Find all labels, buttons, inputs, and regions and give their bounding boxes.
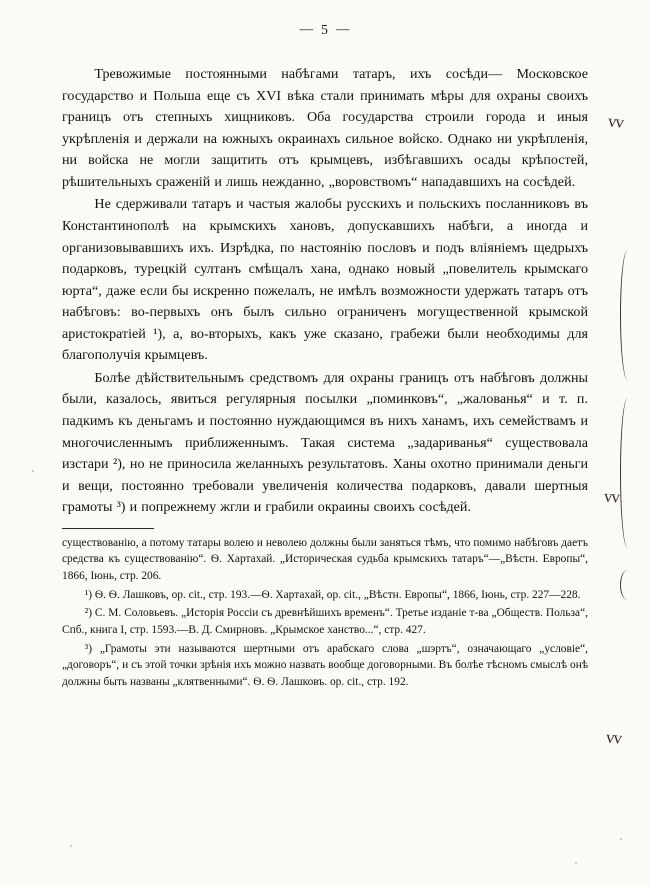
folio-dash-right: —: [335, 21, 351, 36]
margin-check-mark-icon: vv: [607, 111, 625, 132]
margin-brace-icon: [620, 398, 635, 548]
paragraph: Не сдерживали татаръ и частыя жалобы русскихъ и польскихъ посланниковъ въ Константинополѣ на крымскихъ хановъ, допускавшихъ набѣги, а иногда и организовывавшихъ ихъ. Изрѣдка, по настоянію пословъ и подъ вліяніемъ щедрыхъ подарковъ, турецкій султанъ смѣщалъ хана, однако новый „повелитель крымскаго юрта“, даже если бы искренно пожелалъ, не имѣлъ возможности удержать татаръ отъ набѣговъ: во-первыхъ онъ былъ сильно ограниченъ могущественной крымской аристократіей ¹), а, во-вторыхъ, какъ уже сказано, грабежи были необходимы для благополучія крымцевъ.: [62, 196, 588, 364]
scan-speck: [620, 838, 622, 840]
footnote-item: ¹) Ѳ. Ѳ. Лашковъ, ор. cit., стр. 193.—Ѳ. Хартахай, ор. cit., „Вѣстн. Европы“, 1866, Іюнь, стр. 227—228.: [84, 588, 581, 601]
footnote-continuation: существованію, а потому татары волею и неволею должны были заняться тѣмъ, что помимо набѣговъ даетъ средства къ существованію“. Ѳ. Хартахай. „Историческая судьба крымскихъ татаръ“—„Вѣстн. Европы“, 1866, Іюнь, стр. 206.: [62, 536, 588, 583]
paragraph: Тревожимые постоянными набѣгами татаръ, ихъ сосѣди— Московское государство и Польша еще съ XVI вѣка стали принимать мѣры для охраны своихъ границъ отъ степныхъ хищниковъ. Оба государства строили города и иныя укрѣпленія и держали на южныхъ окраинахъ сильное войско. Однако ни укрѣпленія, ни войска не могли защитить отъ крымцевъ, избѣгавшихъ осады крѣпостей, рѣшительныхъ сраженій и лишь нежданно, „воровствомъ“ нападавшихъ на сосѣдей.: [62, 66, 588, 190]
margin-check-mark-icon: vv: [603, 486, 620, 507]
folio-dash-left: —: [299, 21, 315, 36]
folio-number: 5: [321, 22, 329, 37]
scan-speck: [70, 845, 72, 847]
footnotes-block: [62, 535, 588, 691]
margin-brace-icon: [620, 570, 635, 600]
body-text: [62, 64, 588, 519]
footnote-item: ³) „Грамоты эти называются шертными отъ арабскаго слова „шэртъ“, означающаго „условіе“, „договоръ“, и съ этой точки зрѣнія ихъ можно назвать вообще договорными. Въ болѣе тѣсномъ смыслѣ онѣ должны быть названы „клятвенными“. Ѳ. Ѳ. Лашковъ. ор. cit., стр. 192.: [62, 642, 588, 688]
paragraph: Болѣе дѣйствительнымъ средствомъ для охраны границъ отъ набѣговъ должны были, казалось, явиться регулярныя посылки „поминковъ“, „жалованья“ и т. п. падкимъ къ деньгамъ и постоянно нуждающимся въ нихъ ханамъ, ихъ семействамъ и многочисленнымъ приближеннымъ. Такая система „задариванья“ существовала изстари ²), но не приносила желанныхъ результатовъ. Ханы охотно принимали деньги и вещи, постоянно требовали увеличенія количества подарковъ, давали шертныя грамоты ³) и попрежнему жгли и грабили окраины своихъ сосѣдей.: [62, 369, 588, 516]
margin-brace-icon: [620, 250, 635, 380]
scan-speck: [32, 470, 34, 472]
footnote-separator-rule: [62, 528, 154, 529]
margin-check-mark-icon: vv: [605, 727, 622, 748]
page-number-header: [62, 22, 588, 38]
scan-speck: [575, 862, 577, 864]
footnote-item: ²) С. М. Соловьевъ. „Исторія Россіи съ древнѣйшихъ временъ“. Третье изданіе т-ва „Обществ. Польза“, Спб., книга I, стр. 1593.—В. Д. Смирновъ. „Крымское ханство...“, стр. 427.: [62, 607, 588, 637]
